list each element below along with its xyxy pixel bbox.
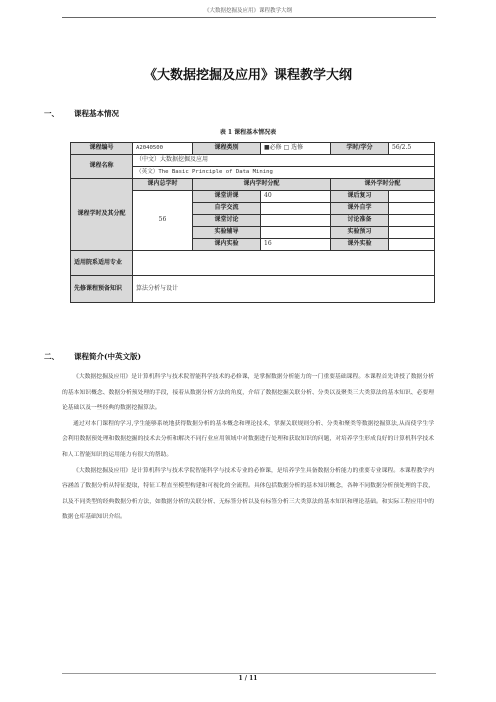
course-name-en: （英文）The Basic Principle of Data Mining (133, 167, 435, 179)
hours-credit-value: 56/2.5 (389, 143, 435, 155)
in-class-item-value (261, 215, 331, 227)
intro-paragraph: 通过对本门课程的学习,学生能够系统地获得数据分析的基本概念和理论技术，掌握关联规则分析、分类和聚类等数据挖掘算法,从而使学生学会利用数据预处理和数据挖掘的技术去分析和解决不同行业应用领域中对数据进行处理和获取知识的问题，对培养学生形成良好的计算机科学技术和人工智能知识的运用能力有很大的帮助。 (62, 420, 434, 458)
table-row (71, 276, 435, 303)
course-name-cn: （中文）大数据挖掘及应用 (133, 155, 435, 167)
course-info-table (70, 142, 435, 303)
in-class-item-label: 自学交流 (193, 203, 261, 215)
out-class-item-label: 课外实验 (331, 239, 389, 251)
document-title: 《大数据挖掘及应用》课程教学大纲 (143, 68, 352, 83)
course-code-value: A2040500 (133, 143, 193, 155)
out-class-item-label: 讨论准备 (331, 215, 389, 227)
in-class-item-value (261, 227, 331, 239)
table-row (71, 251, 435, 276)
prerequisite-value: 算法分析与设计 (133, 276, 435, 303)
in-class-item-value: 40 (261, 191, 331, 203)
out-class-item-label: 实验预习 (331, 227, 389, 239)
out-class-item-value (389, 191, 435, 203)
applicable-major-label: 适用院系适用专业 (71, 251, 133, 276)
section-heading-2 (44, 351, 141, 362)
table-row (71, 143, 435, 155)
intro-paragraph: 《大数据挖掘及应用》是计算机科学与技术学院智能科学与技术专业的必修课，是培养学生具备数据分析能力的重要专业课程。本课程教学内容涵盖了数据分析从特征提取，特征工程直至模型构建和可视化的全流程。具体包括数据分析的基本知识概念，各种不同数据分析预处理的手段，以及不同类型的经典数据分析方法，如数据分析的关联分析、无标签分析以及有标签分析三大类算法的基本知识和理论基础。和实际工程应用中的数据仓库基础知识介绍。 (62, 467, 434, 521)
table-caption: 表 1 课程基本情况表 (219, 129, 277, 136)
total-hours-value: 56 (133, 191, 193, 251)
course-category-value: ■必修 □ 选修 (261, 143, 331, 155)
in-class-total-label: 课内总学时 (133, 179, 193, 191)
section-title: 课程基本情况 (74, 109, 119, 118)
prerequisite-label: 先修课程预备知识 (71, 276, 133, 303)
hours-credit-label: 学时/学分 (331, 143, 389, 155)
out-class-item-value (389, 215, 435, 227)
table-row (71, 155, 435, 167)
in-class-item-label: 课内实验 (193, 239, 261, 251)
out-class-distribution-label: 课外学时分配 (331, 179, 435, 191)
course-category-label: 课程类别 (193, 143, 261, 155)
header-rule (62, 17, 436, 18)
out-class-item-label: 课外自学 (331, 203, 389, 215)
out-class-item-value (389, 239, 435, 251)
running-header: 《大数据挖掘及应用》课程教学大纲 (203, 8, 292, 14)
course-intro (62, 370, 434, 526)
in-class-item-value: 16 (261, 239, 331, 251)
course-hours-label: 课程学时及其分配 (71, 179, 133, 251)
section-heading-1 (44, 108, 119, 119)
course-name-label: 课程名称 (71, 155, 133, 179)
table-row (71, 179, 435, 191)
section-number: 一、 (44, 109, 59, 118)
page-number: 1 / 11 (238, 675, 258, 682)
section-title: 课程简介(中英文版) (74, 352, 142, 361)
section-number: 二、 (44, 352, 59, 361)
intro-paragraph: 《大数据挖掘及应用》是计算机科学与技术院智能科学技术的必修课，是掌握数据分析能力的一门重要基础课程。本课程首先讲授了数据分析的基本知识概念、数据分析预处理的手段，接着从数据分析方法的角度，介绍了数据挖掘关联分析、分类以及聚类三大类算法的基本知识、必要理论基础以及一些经典的数据挖掘算法。 (62, 374, 434, 412)
out-class-item-value (389, 227, 435, 239)
footer-rule (62, 673, 436, 674)
out-class-item-label: 课后复习 (331, 191, 389, 203)
in-class-item-label: 实验辅导 (193, 227, 261, 239)
in-class-item-label: 课堂讨论 (193, 215, 261, 227)
in-class-item-value (261, 203, 331, 215)
in-class-item-label: 课堂讲课 (193, 191, 261, 203)
applicable-major-value (133, 251, 435, 276)
course-code-label: 课程编号 (71, 143, 133, 155)
out-class-item-value (389, 203, 435, 215)
in-class-distribution-label: 课内学时分配 (193, 179, 331, 191)
